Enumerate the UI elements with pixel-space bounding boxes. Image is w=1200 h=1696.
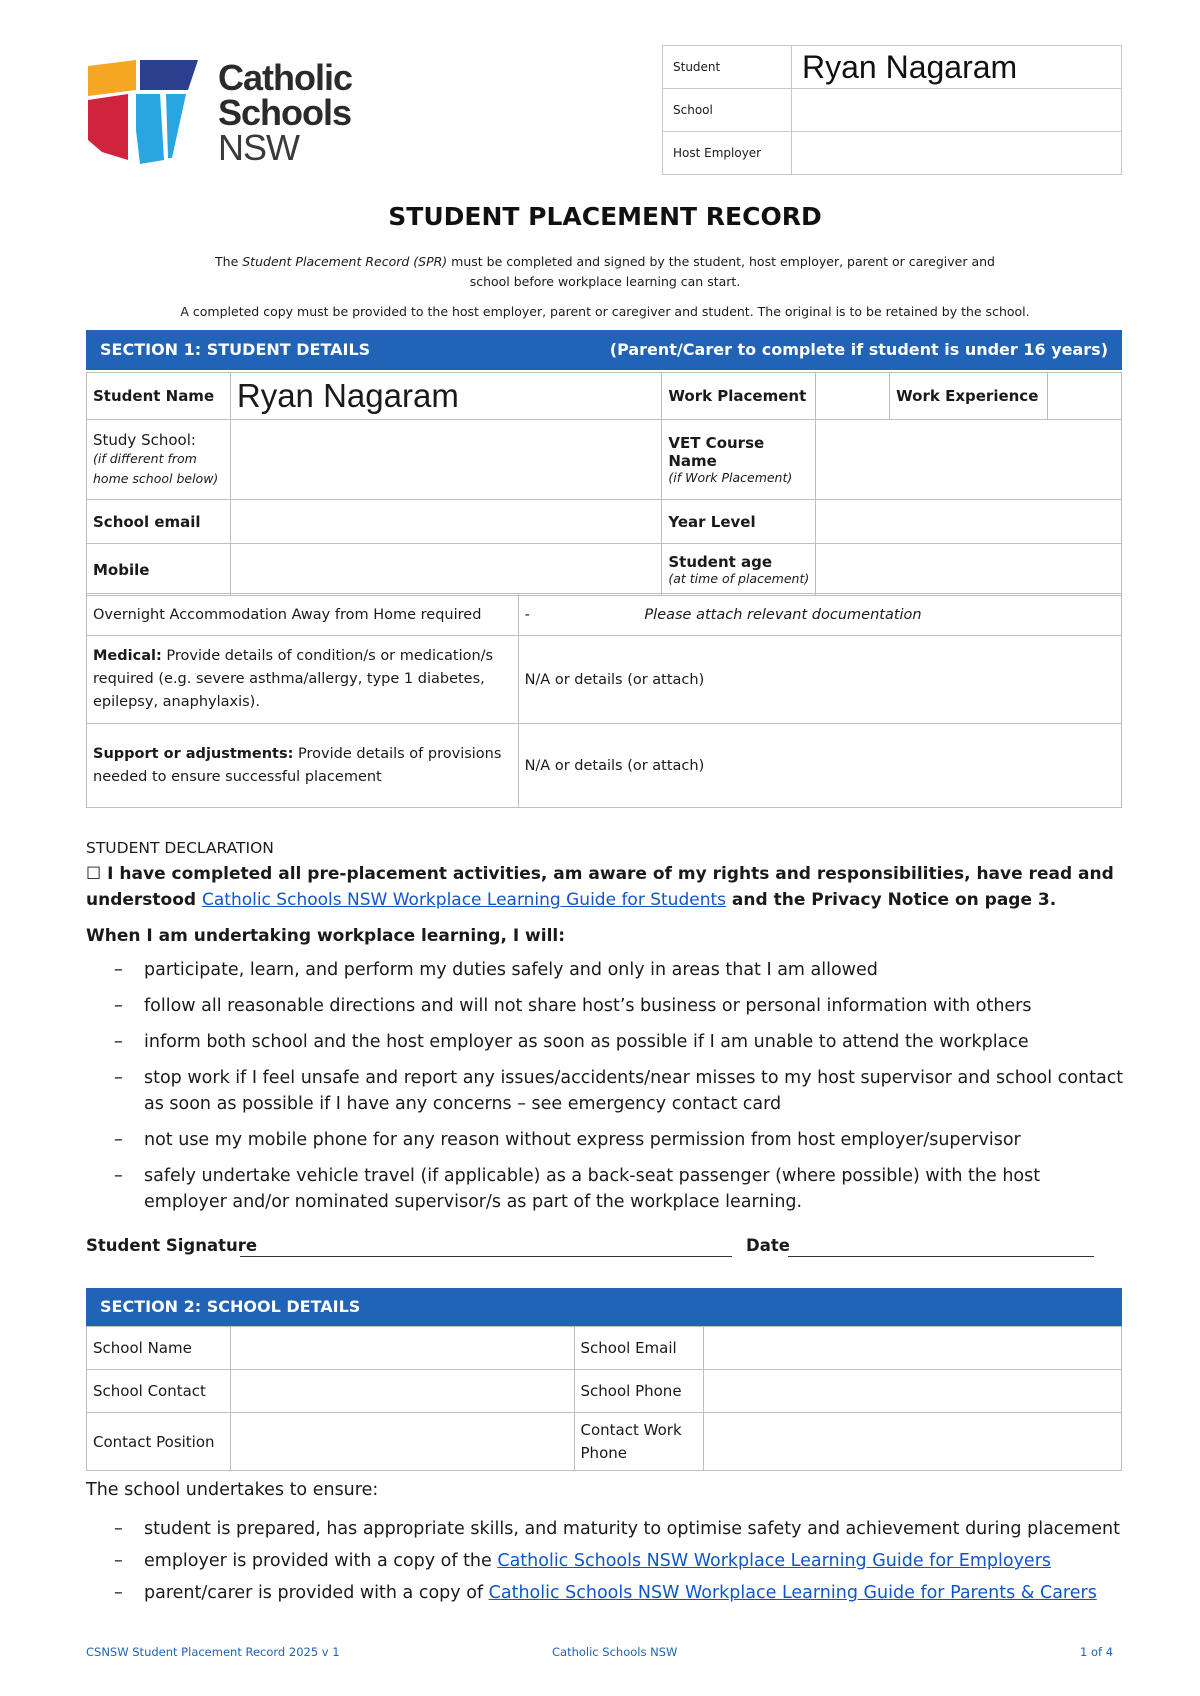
list-item-text: participate, learn, and perform my duties safely and only in areas that I am allowed [144, 960, 878, 980]
work-placement-field[interactable] [816, 373, 890, 420]
dash-bullet: – [114, 1519, 123, 1539]
list-item [86, 957, 1126, 983]
school-contact-field[interactable] [230, 1370, 574, 1413]
logo-line-2: Schools [218, 92, 352, 133]
header-host-employer-label: Host Employer [663, 132, 792, 175]
footer-document-name: CSNSW Student Placement Record 2025 v 1 [86, 1645, 340, 1659]
student-details-table [86, 372, 1122, 596]
school-email-field[interactable] [230, 500, 662, 544]
dash-bullet: – [114, 1583, 123, 1603]
logo-wordmark [218, 57, 353, 168]
dash-bullet: – [114, 1068, 123, 1088]
logo-line-3: NSW [218, 127, 299, 168]
date-line[interactable] [788, 1256, 1094, 1257]
student-signature-label: Student Signature [86, 1236, 258, 1255]
list-item-text: inform both school and the host employer as soon as possible if I am unable to attend the workplace [144, 1032, 1029, 1052]
intro-italic: Student Placement Record (SPR) [242, 254, 448, 269]
header-school-label: School [663, 89, 792, 132]
overnight-field[interactable] [518, 594, 1121, 636]
list-item [86, 1516, 1146, 1542]
header-info-box [662, 45, 1122, 175]
list-item [86, 1065, 1126, 1117]
declaration-heading: STUDENT DECLARATION [86, 839, 274, 857]
student-needs-table [86, 593, 1122, 808]
contact-work-phone-label: Contact Work Phone [574, 1413, 704, 1471]
school-contact-label: School Contact [87, 1370, 231, 1413]
school-undertakes-list [86, 1516, 1146, 1612]
work-experience-field[interactable] [1048, 373, 1122, 420]
page-title: STUDENT PLACEMENT RECORD [388, 202, 822, 231]
employers-guide-link[interactable]: Catholic Schools NSW Workplace Learning Guide for Employers [497, 1551, 1052, 1571]
header-host-employer-field[interactable] [792, 132, 1122, 175]
student-name-label: Student Name [87, 373, 231, 420]
header-student-field[interactable]: Ryan Nagaram [792, 46, 1122, 89]
medical-label-text: Provide details of condition/s or medication/s required (e.g. severe asthma/allergy, type 1 diabetes, epilepsy, anaphylaxis). [93, 648, 494, 710]
dash-bullet: – [114, 1032, 123, 1052]
overnight-note: Please attach relevant documentation [644, 606, 922, 623]
study-school-note: (if different from home school below) [93, 450, 219, 486]
header-row-school [663, 89, 1122, 132]
list-item [86, 1163, 1126, 1215]
student-age-note: (at time of placement) [668, 571, 810, 586]
list-item-text: safely undertake vehicle travel (if applicable) as a back-seat passenger (where possible) with the host employer and/or nominated supervisor/s as part of the workplace learning. [144, 1166, 1041, 1212]
student-declaration [86, 835, 1126, 1225]
overnight-value: - [524, 606, 530, 623]
list-item-text: not use my mobile phone for any reason without express permission from host employer/supervisor [144, 1130, 1021, 1150]
table-row [87, 594, 1122, 636]
year-level-field[interactable] [816, 500, 1122, 544]
section1-header [86, 330, 1122, 370]
mobile-field[interactable] [230, 544, 662, 596]
csnsw-logo [88, 57, 358, 170]
overnight-label: Overnight Accommodation Away from Home required [87, 594, 519, 636]
support-label-bold: Support or adjustments: [93, 745, 294, 762]
dash-bullet: – [114, 1130, 123, 1150]
work-experience-label: Work Experience [890, 373, 1048, 420]
vet-course-note: (if Work Placement) [668, 470, 793, 485]
year-level-label: Year Level [662, 500, 816, 544]
footer-organisation: Catholic Schools NSW [552, 1645, 678, 1659]
school-name-label: School Name [87, 1327, 231, 1370]
will-heading: When I am undertaking workplace learning, I will: [86, 926, 566, 946]
section1-title: SECTION 1: STUDENT DETAILS [100, 340, 371, 359]
students-guide-link[interactable]: Catholic Schools NSW Workplace Learning Guide for Students [201, 890, 727, 910]
section2-header [86, 1288, 1122, 1326]
student-age-label-text: Student age [668, 553, 773, 571]
section1-note: (Parent/Carer to complete if student is under 16 years) [609, 340, 1108, 359]
section2-title: SECTION 2: SCHOOL DETAILS [100, 1297, 361, 1316]
school-email-field[interactable] [704, 1327, 1122, 1370]
table-row [87, 636, 1122, 724]
footer-page-number: 1 of 4 [1080, 1645, 1114, 1659]
declaration-statement [86, 861, 1126, 913]
student-name-field[interactable]: Ryan Nagaram [230, 373, 662, 420]
list-item [86, 1127, 1126, 1153]
header-student-label: Student [663, 46, 792, 89]
table-row [87, 544, 1122, 596]
date-label: Date [746, 1236, 790, 1255]
support-field[interactable]: N/A or details (or attach) [518, 724, 1121, 808]
declaration-text: and the Privacy Notice on page 3. [726, 890, 1057, 910]
table-row [87, 373, 1122, 420]
header-row-host-employer [663, 132, 1122, 175]
work-placement-label: Work Placement [662, 373, 816, 420]
school-details-table [86, 1326, 1122, 1471]
list-item-text: student is prepared, has appropriate skills, and maturity to optimise safety and achievement during placement [144, 1519, 1120, 1539]
school-phone-label: School Phone [574, 1370, 704, 1413]
vet-course-label-text: VET Course Name [668, 434, 765, 470]
list-item-text: parent/carer is provided with a copy of [144, 1583, 489, 1603]
dash-bullet: – [114, 996, 123, 1016]
dash-bullet: – [114, 1166, 123, 1186]
list-item-text: employer is provided with a copy of the [144, 1551, 498, 1571]
study-school-label-text: Study School: [93, 430, 196, 449]
table-row [87, 500, 1122, 544]
intro-paragraph-1 [150, 252, 1060, 292]
contact-position-label: Contact Position [87, 1413, 231, 1471]
list-item [86, 993, 1126, 1019]
support-label [87, 724, 519, 808]
table-row [87, 724, 1122, 808]
declaration-text: I have completed all pre-placement activities, am aware of my rights and responsibilities, have read and understood [86, 864, 1114, 910]
student-commitments-list [86, 957, 1126, 1215]
table-row [87, 1327, 1122, 1370]
student-age-field[interactable] [816, 544, 1122, 596]
header-school-field[interactable] [792, 89, 1122, 132]
logo-line-1: Catholic [218, 57, 353, 98]
table-row [87, 1413, 1122, 1471]
school-name-field[interactable] [230, 1327, 574, 1370]
intro-paragraph-2: A completed copy must be provided to the host employer, parent or caregiver and student. The original is to be retained by the school. [180, 304, 1030, 319]
table-row [87, 420, 1122, 500]
school-undertakes-heading: The school undertakes to ensure: [86, 1480, 379, 1500]
intro-text: must be completed and signed by the student, host employer, parent or caregiver and [447, 254, 995, 269]
school-email-label: School email [87, 500, 231, 544]
medical-label-bold: Medical: [93, 648, 162, 664]
vet-course-label [662, 420, 816, 500]
list-item-text: stop work if I feel unsafe and report any issues/accidents/near misses to my host supervisor and school contact as soon as possible if I have any concerns – see emergency contact card [144, 1068, 1124, 1114]
vet-course-field[interactable] [816, 420, 1122, 500]
school-email-label: School Email [574, 1327, 704, 1370]
student-signature-line[interactable] [240, 1256, 732, 1257]
list-item [86, 1548, 1146, 1574]
medical-label [87, 636, 519, 724]
parents-guide-link[interactable]: Catholic Schools NSW Workplace Learning Guide for Parents & Carers [488, 1583, 1097, 1603]
medical-field[interactable]: N/A or details (or attach) [518, 636, 1121, 724]
list-item [86, 1580, 1146, 1606]
dash-bullet: – [114, 960, 123, 980]
contact-position-field[interactable] [230, 1413, 574, 1471]
support-label-text: Provide details of provisions needed to ensure successful placement [93, 745, 502, 785]
header-row-student [663, 46, 1122, 89]
school-phone-field[interactable] [704, 1370, 1122, 1413]
intro-text: The [215, 254, 243, 269]
logo-mark-icon [88, 60, 213, 165]
study-school-label [87, 420, 231, 500]
study-school-field[interactable] [230, 420, 662, 500]
list-item-text: follow all reasonable directions and will not share host’s business or personal information with others [144, 996, 1032, 1016]
intro-text: school before workplace learning can start. [469, 274, 741, 289]
contact-work-phone-field[interactable] [704, 1413, 1122, 1471]
declaration-checkbox[interactable]: ☐ [86, 864, 102, 884]
student-age-label [662, 544, 816, 596]
table-row [87, 1370, 1122, 1413]
list-item [86, 1029, 1126, 1055]
dash-bullet: – [114, 1551, 123, 1571]
mobile-label: Mobile [87, 544, 231, 596]
